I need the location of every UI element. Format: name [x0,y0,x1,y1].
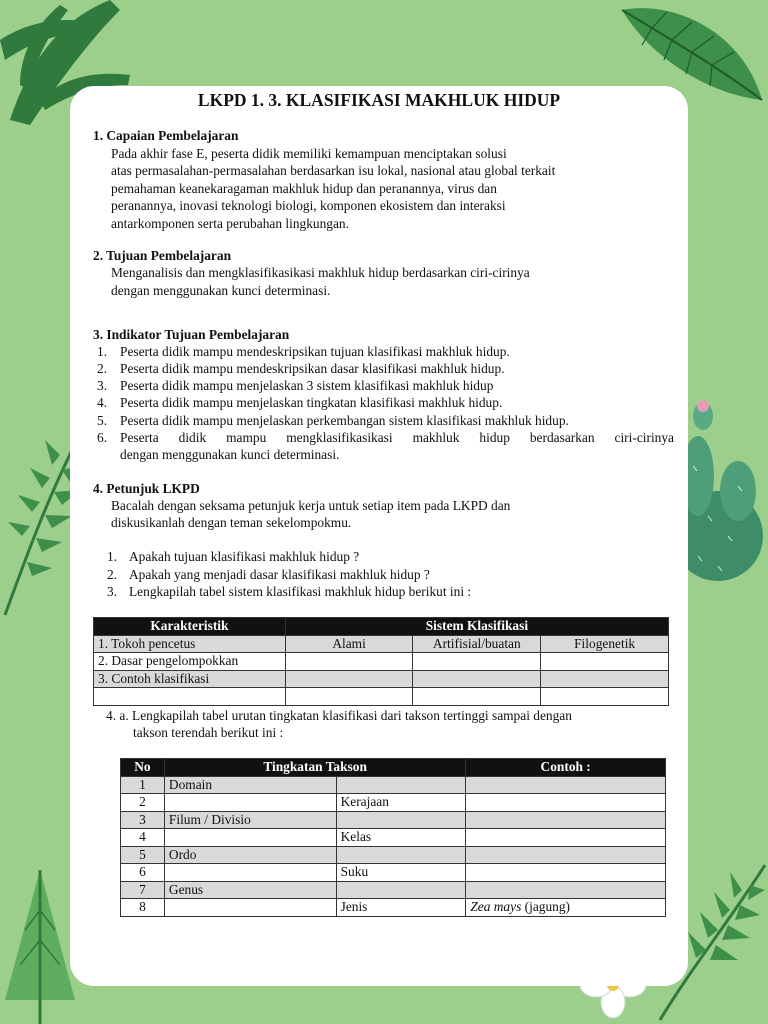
taxon-cell[interactable] [336,811,466,829]
row-label: 3. Contoh klasifikasi [94,670,286,688]
table-row [94,688,669,706]
row-number: 4 [121,829,165,847]
answer-cell[interactable] [413,653,541,671]
question-number: 1. [107,549,118,564]
table-row [121,899,666,917]
taxon-cell[interactable] [164,899,336,917]
answer-cell[interactable] [413,688,541,706]
example-cell[interactable] [466,794,666,812]
indicator-number: 3. [97,378,108,393]
indicator-text: Peserta didik mampu mengklasifikasikasi makhluk hidup berdasarkan ciri-cirinya [120,430,674,445]
taxon-cell: Kelas [336,829,466,847]
section-4-line: diskusikanlah dengan teman sekelompokmu. [111,515,352,530]
indicator-text: Peserta didik mampu mendeskripsikan dasar klasifikasi makhluk hidup. [120,361,505,376]
question-4a-line: 4. a. Lengkapilah tabel urutan tingkatan klasifikasi dari takson tertinggi sampai dengan [106,708,572,723]
row-label: 1. Tokoh pencetus [94,635,286,653]
taxon-cell: Kerajaan [336,794,466,812]
section-2-heading: 2. Tujuan Pembelajaran [93,248,232,263]
section-1-line: antarkomponen serta perubahan lingkungan. [111,215,349,231]
header-tingkatan-takson: Tingkatan Takson [164,759,465,777]
taxon-cell[interactable] [164,794,336,812]
pine-tree-bottom-left-decoration [0,870,80,1024]
subheader-artifisial: Artifisial/buatan [413,635,541,653]
indicator-text: Peserta didik mampu menjelaskan tingkatan klasifikasi makhluk hidup. [120,395,503,410]
answer-cell[interactable] [285,688,413,706]
subheader-filogenetik: Filogenetik [541,635,669,653]
row-number: 3 [121,811,165,829]
row-number: 5 [121,846,165,864]
section-1-line: Pada akhir fase E, peserta didik memiliki kemampuan menciptakan solusi [111,146,507,161]
answer-cell[interactable] [285,670,413,688]
table-row [121,776,666,794]
table-row [94,653,669,671]
section-1-line: atas permasalahan-permasalahan berdasarkan isu lokal, nasional atau global terkait [111,163,556,179]
question-number: 3. [107,584,118,599]
header-contoh: Contoh : [466,759,666,777]
table-row [121,846,666,864]
question-text: Lengkapilah tabel sistem klasifikasi makhluk hidup berikut ini : [129,584,472,599]
answer-cell[interactable] [541,653,669,671]
row-number: 1 [121,776,165,794]
example-cell[interactable] [466,881,666,899]
table-row [94,635,669,653]
row-number: 6 [121,864,165,882]
question-4a-line: takson terendah berikut ini : [133,725,284,740]
question-text: Apakah yang menjadi dasar klasifikasi makhluk hidup ? [129,567,430,582]
header-sistem-klasifikasi: Sistem Klasifikasi [285,618,668,636]
section-1-body [111,145,671,232]
example-cell[interactable] [466,776,666,794]
table-row [94,670,669,688]
section-1-heading: 1. Capaian Pembelajaran [93,128,239,143]
row-label: 2. Dasar pengelompokkan [94,653,286,671]
indicator-number: 6. [97,430,108,445]
indicator-text: Peserta didik mampu menjelaskan 3 sistem klasifikasi makhluk hidup [120,378,494,393]
taxon-cell: Genus [164,881,336,899]
question-number: 2. [107,567,118,582]
indicator-text: Peserta didik mampu menjelaskan perkembangan sistem klasifikasi makhluk hidup. [120,413,569,428]
row-label [94,688,286,706]
section-4-line: Bacalah dengan seksama petunjuk kerja untuk setiap item pada LKPD dan [111,498,511,513]
taxon-cell[interactable] [336,776,466,794]
species-name: Zea mays [470,899,522,915]
header-karakteristik: Karakteristik [94,618,286,636]
table-row [121,881,666,899]
taxon-cell[interactable] [164,829,336,847]
section-4-heading: 4. Petunjuk LKPD [93,481,200,496]
taxon-hierarchy-table [120,758,666,917]
section-3-heading: 3. Indikator Tujuan Pembelajaran [93,327,290,342]
example-cell[interactable] [466,829,666,847]
table-row [121,864,666,882]
indicator-number: 1. [97,344,108,359]
example-cell[interactable] [466,811,666,829]
taxon-cell[interactable] [164,864,336,882]
answer-cell[interactable] [413,670,541,688]
taxon-cell: Domain [164,776,336,794]
header-no: No [121,759,165,777]
example-cell[interactable] [466,846,666,864]
table-header-row [94,618,669,636]
table-row [121,829,666,847]
indicator-number: 2. [97,361,108,376]
row-number: 7 [121,881,165,899]
taxon-cell: Suku [336,864,466,882]
answer-cell[interactable] [285,653,413,671]
species-common-name: (jagung) [521,899,571,915]
row-number: 2 [121,794,165,812]
answer-cell[interactable] [541,670,669,688]
table-row [121,794,666,812]
taxon-cell[interactable] [336,846,466,864]
section-1-line: peranannya, inovasi teknologi biologi, komponen ekosistem dan interaksi [111,198,506,214]
classification-system-table [93,617,669,706]
table-header-row [121,759,666,777]
section-2-line: dengan menggunakan kunci determinasi. [111,283,331,298]
row-number: 8 [121,899,165,917]
indicator-text: Peserta didik mampu mendeskripsikan tujuan klasifikasi makhluk hidup. [120,344,510,359]
taxon-cell: Filum / Divisio [164,811,336,829]
indicator-number: 5. [97,413,108,428]
section-1-line: pemahaman keanekaragaman makhluk hidup dan peranannya, virus dan [111,180,497,196]
example-cell [466,899,666,917]
table-row [121,811,666,829]
question-text: Apakah tujuan klasifikasi makhluk hidup ? [129,549,360,564]
taxon-cell[interactable] [336,881,466,899]
indicator-text-continued: dengan menggunakan kunci determinasi. [120,447,340,462]
subheader-alami: Alami [285,635,413,653]
taxon-cell: Ordo [164,846,336,864]
answer-cell[interactable] [541,688,669,706]
example-cell[interactable] [466,864,666,882]
taxon-cell: Jenis [336,899,466,917]
section-2-line: Menganalisis dan mengklasifikasikasi makhluk hidup berdasarkan ciri-cirinya [111,265,530,280]
page-title: LKPD 1. 3. KLASIFIKASI MAKHLUK HIDUP [197,90,561,110]
indicator-number: 4. [97,395,108,410]
